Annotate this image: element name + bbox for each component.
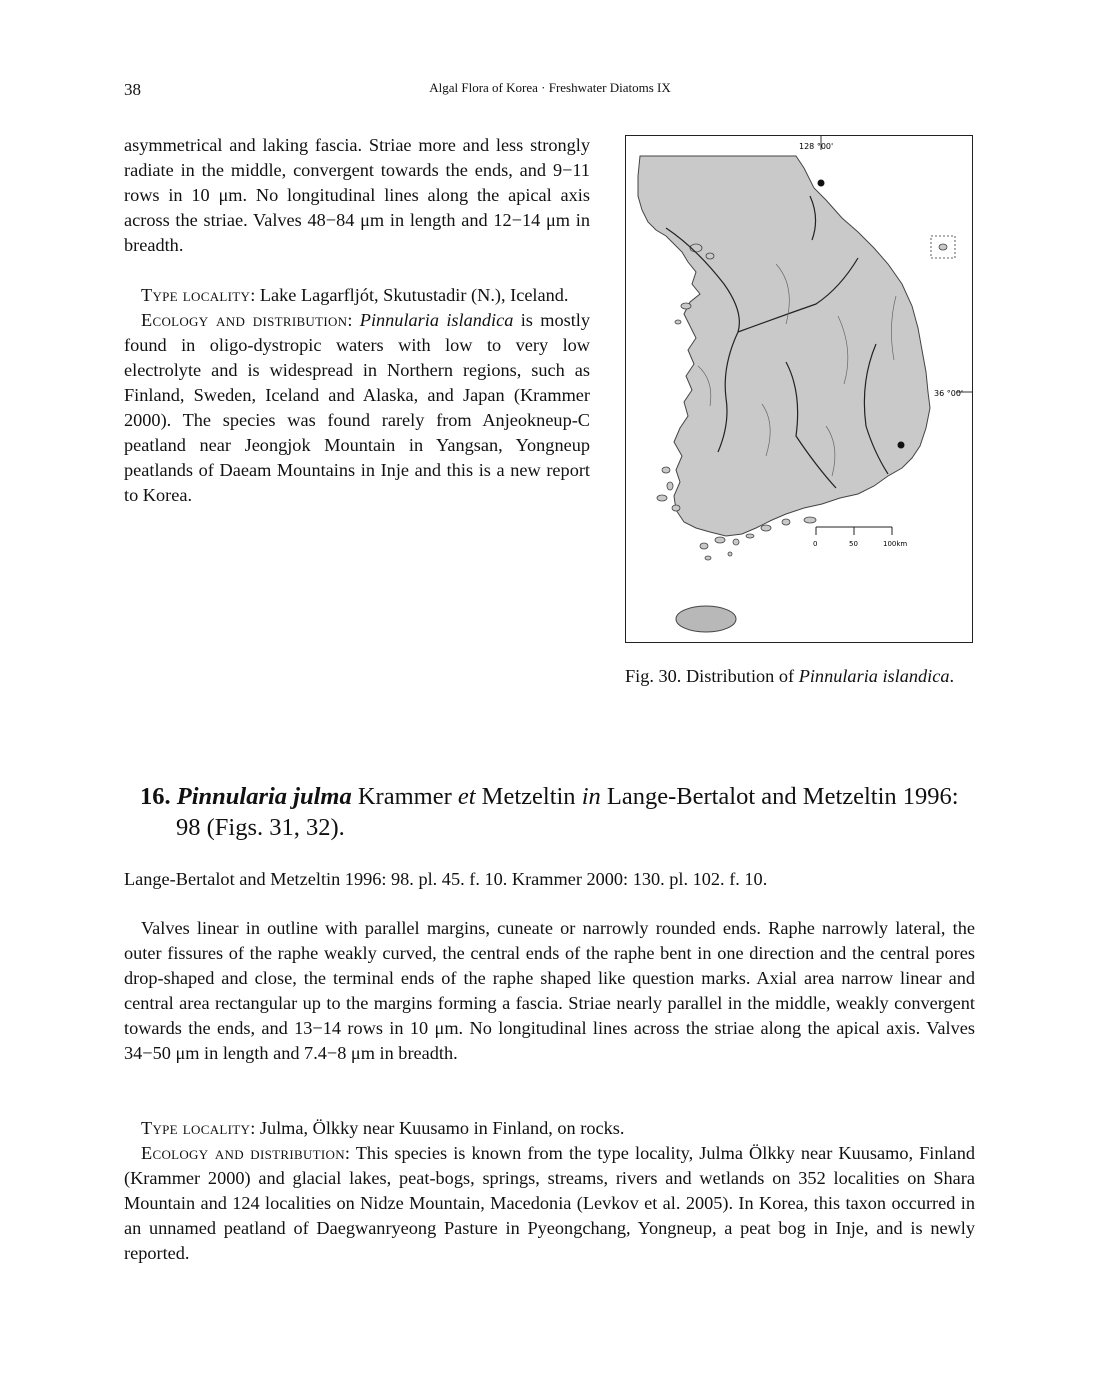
type-locality-label-2: Type locality <box>141 1118 251 1138</box>
ecology-text: is mostly found in oligo-dystropic waters with low to very low electrolyte and is widespread in Northern regions, such as Finland, Sweden, Iceland and Alaska, and Japan (Krammer 2000). The species was found rarely from Anjeokneup-C peatland near Jeongjok Mountain in Yangsan, Yongneup peatlands of Daeam Mountains in Inje and this is a new report to Korea. <box>124 310 591 505</box>
page-number: 38 <box>124 80 141 99</box>
locality-marker <box>818 180 825 187</box>
type-locality-paragraph <box>124 283 590 308</box>
species-name: Pinnularia julma <box>176 783 352 810</box>
longitude-label: 128 °00' <box>799 142 834 151</box>
type-locality-label: Type locality <box>141 285 251 305</box>
jeju-island <box>676 606 736 632</box>
ecology-paragraph: Ecology and distribution: Pinnularia islandica is mostly found in oligo-dystropic waters with low to very low electrolyte and is widespread in Northern regions, such as Finland, Sweden, Iceland and Alaska, and Japan (Krammer 2000). The species was found rarely from Anjeokneup-C peatland near Jeongjok Mountain in Yangsan, Yongneup peatlands of Daeam Mountains in Inje and this is a new report to Korea. <box>124 310 591 505</box>
species-heading: 16. Pinnularia julma Krammer et Metzeltin in Lange-Bertalot and Metzeltin 1996: 98 (Figs. 31, 32). <box>140 783 959 841</box>
species-description: Valves linear in outline with parallel margins, cuneate or narrowly rounded ends. Raphe narrowly lateral, the outer fissures of the raphe weakly curved, the central ends of the raphe bent in one direction and the central pores drop-shaped and close, the terminal ends of the raphe shaped like question marks. Axial area narrow linear and central area rectangular up to the margins forming a fascia. Striae nearly parallel in the middle, weakly convergent towards the ends, and 13−14 rows in 10 μm. No longitudinal lines across the striae along the apical axis. Valves 34−50 μm in length and 7.4−8 μm in breadth. <box>124 918 975 1063</box>
scale-label-0: 0 <box>813 540 818 548</box>
korea-mainland <box>638 156 930 536</box>
species-details <box>124 1116 975 1266</box>
distribution-map <box>625 135 973 643</box>
ecology-label: Ecology and distribution <box>141 310 348 330</box>
ecology-species: Pinnularia islandica <box>359 310 514 330</box>
references: Lange-Bertalot and Metzeltin 1996: 98. pl. 45. f. 10. Krammer 2000: 130. pl. 102. f. 10. <box>124 869 768 889</box>
scale-bar <box>813 527 907 548</box>
ecology-paragraph-2: Ecology and distribution: This species is known from the type locality, Julma Ölkky near Kuusamo, Finland (Krammer 2000) and glacial lakes, peat-bogs, springs, streams, rivers and wetlands on 352 localities on Shara Mountain and 124 localities on Nidze Mountain, Macedonia (Levkov et al. 2005). In Korea, this taxon occurred in an unnamed peatland of Daegwanryeong Pasture in Pyeongchang, Yongneup, a peat bog in Inje, and is newly reported. <box>124 1143 975 1263</box>
korea-map-graphic <box>626 136 972 642</box>
caption-species: Pinnularia islandica <box>798 666 950 686</box>
description-continuation: asymmetrical and laking fascia. Striae more and less strongly radiate in the middle, convergent towards the ends, and 9−11 rows in 10 μm. No longitudinal lines along the apical axis across the striae. Valves 48−84 μm in length and 12−14 μm in breadth. <box>124 135 590 255</box>
locality-marker <box>898 442 905 449</box>
type-locality-text: : Lake Lagarfljót, Skutustadir (N.), Iceland. <box>250 285 569 305</box>
species-number: 16. <box>140 783 171 810</box>
latitude-label: 36 °00' <box>934 389 964 398</box>
left-column <box>124 133 590 508</box>
ecology-label-2: Ecology and distribution <box>141 1143 345 1163</box>
figure-caption: Fig. 30. Distribution of Pinnularia islandica. <box>625 666 955 686</box>
type-locality-paragraph-2: Type locality: Julma, Ölkky near Kuusamo in Finland, on rocks. <box>141 1118 625 1138</box>
scale-label-100km: 100km <box>883 540 908 548</box>
running-title: Algal Flora of Korea · Freshwater Diatoms IX <box>429 80 671 95</box>
scale-label-50: 50 <box>849 540 858 548</box>
